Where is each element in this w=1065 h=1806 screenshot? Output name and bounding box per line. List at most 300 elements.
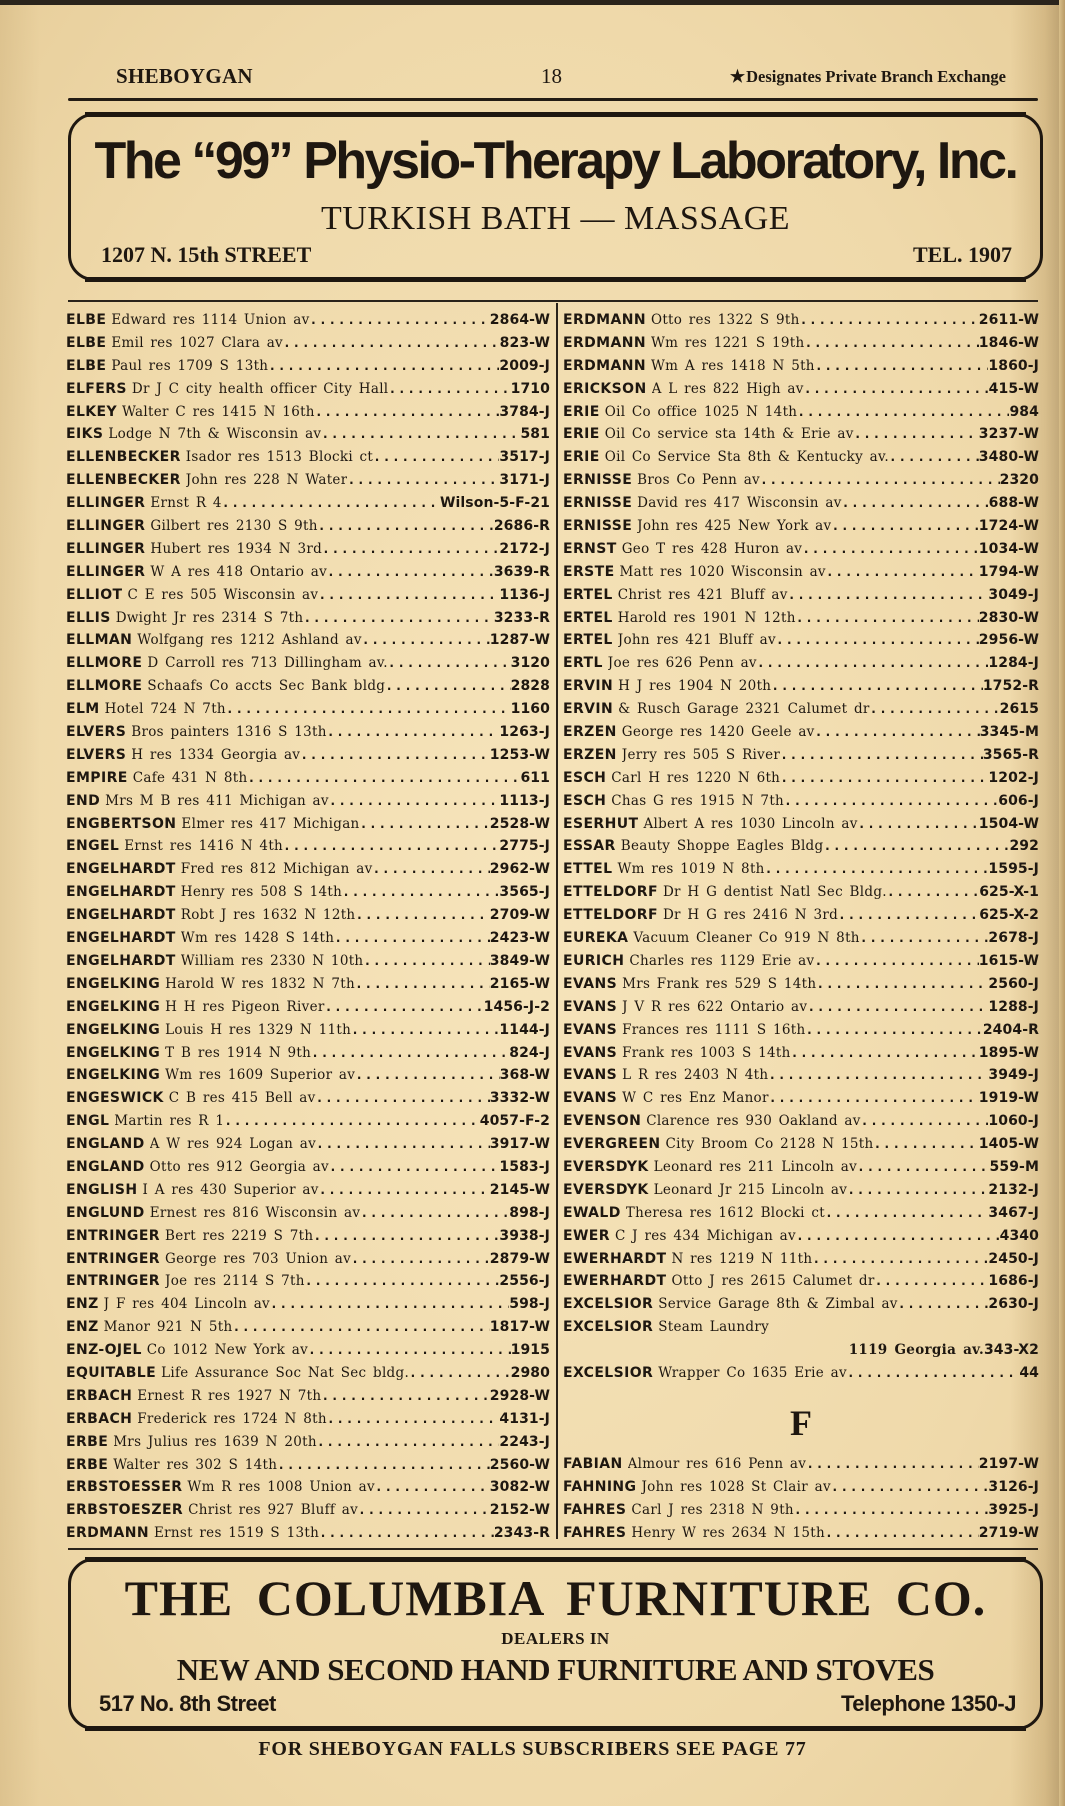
dot-leader (800, 310, 979, 333)
listing-entry (563, 675, 1039, 698)
entry-surname: ERBE (66, 1456, 109, 1473)
entry-details: Jerry res 505 S River (621, 746, 781, 763)
listing-entry (563, 904, 1039, 927)
entry-details: Lodge N 7th & Wisconsin av (108, 426, 322, 443)
entry-surname: ERTL (563, 655, 603, 672)
listing-entry (563, 1202, 1039, 1225)
entry-phone: 3120 (510, 655, 550, 672)
entry-phone: 1288-J (988, 998, 1039, 1015)
listing-entry (563, 1042, 1039, 1065)
listing-entry (66, 1019, 550, 1042)
entry-details: Otto res 912 Georgia av (149, 1158, 329, 1175)
entry-surname: EQUITABLE (66, 1364, 157, 1381)
entry-details: Otto J res 2615 Calumet dr (671, 1273, 875, 1290)
dot-leader (796, 1226, 1000, 1249)
entry-details: Mrs Julius res 1639 N 20th (113, 1433, 317, 1450)
dot-leader (325, 997, 484, 1020)
entry-phone: 2152-W (489, 1502, 550, 1519)
entry-phone: 2630-J (988, 1296, 1039, 1313)
listing-entry (66, 607, 550, 630)
entry-surname: ENZ-OJEL (66, 1342, 142, 1359)
entry-phone: 3517-J (499, 449, 550, 466)
dot-leader (283, 333, 500, 356)
entry-details: Oil Co service sta 14th & Erie av (604, 426, 854, 443)
entry-phone: 2197-W (978, 1455, 1039, 1472)
entry-details: C B res 415 Bell av (168, 1090, 316, 1107)
entry-phone: Wilson-5-F-21 (439, 495, 550, 512)
entry-details: Walter C res 1415 N 16th (122, 403, 315, 420)
listing-entry (563, 538, 1039, 561)
entry-surname: ENGELHARDT (66, 861, 176, 878)
entry-details: David res 417 Wisconsin av (637, 495, 842, 512)
entry-phone: 1895-W (978, 1044, 1039, 1061)
listing-entry (66, 1156, 550, 1179)
dot-leader (861, 1111, 989, 1134)
dot-leader (816, 974, 988, 997)
dot-leader (373, 447, 499, 470)
entry-details: Theresa res 1612 Blocki ct (625, 1204, 825, 1221)
running-header (116, 64, 1006, 90)
entry-surname: EVANS (563, 1044, 618, 1061)
entry-surname: EURICH (563, 952, 625, 969)
entry-phone: 2962-W (489, 861, 550, 878)
listing-entry (563, 515, 1039, 538)
entry-surname: ELLINGER (66, 540, 146, 557)
entry-details: Geo T res 428 Huron av (621, 540, 803, 557)
listing-entry (563, 813, 1039, 836)
entry-details: Dr J C city health officer City Hall (131, 380, 389, 397)
entry-details: H H res Pigeon River (165, 998, 325, 1015)
dot-leader (316, 1088, 490, 1111)
entry-details: Oil Co office 1025 N 14th (604, 403, 798, 420)
entry-details: Frances res 1111 S 16th (622, 1021, 806, 1038)
entry-phone: 1287-W (489, 632, 550, 649)
entry-details: Carl J res 2318 N 9th (631, 1501, 794, 1518)
listing-entry (66, 1316, 550, 1339)
dot-leader (815, 356, 989, 379)
listing-entry (563, 446, 1039, 469)
listing-entry (563, 950, 1039, 973)
dot-leader (780, 768, 988, 791)
listing-entry (66, 309, 550, 332)
dot-leader (319, 1180, 490, 1203)
entry-details: Ernst res 1519 S 13th (153, 1525, 320, 1542)
entry-phone: 44 (1019, 1364, 1039, 1381)
entry-details: Wm res 1428 S 14th (180, 930, 335, 947)
dot-leader (222, 493, 440, 516)
entry-details: Martin res R 1 (114, 1113, 225, 1130)
entry-details: Wm res 1019 N 8th (617, 861, 765, 878)
entry-surname: ERDMANN (563, 334, 646, 351)
listing-entry (66, 1454, 550, 1477)
entry-surname: ELLMORE (66, 655, 143, 672)
entry-phone: 292 (1009, 838, 1039, 855)
entry-phone: 984 (1009, 403, 1039, 420)
listing-entry (563, 1019, 1039, 1042)
entry-phone: 2343-R (493, 1525, 550, 1542)
listing-entry (66, 1202, 550, 1225)
listing-entry (66, 790, 550, 813)
entry-surname: ENTRINGER (66, 1227, 160, 1244)
entry-surname: ELKEY (66, 403, 118, 420)
entry-phone: 4340 (999, 1227, 1039, 1244)
entry-phone: 2556-J (499, 1273, 550, 1290)
entry-surname: EWALD (563, 1204, 621, 1221)
entry-surname: ERDMANN (563, 312, 646, 328)
entry-details: C J res 434 Michigan av (614, 1227, 796, 1244)
dot-leader (329, 1157, 499, 1180)
listing-entry (66, 469, 550, 492)
entry-surname: ENGELKING (66, 1044, 161, 1061)
entry-surname: ELBE (66, 312, 107, 328)
dot-leader (812, 1249, 988, 1272)
entry-phone: 1456-J-2 (483, 998, 550, 1015)
header-city: SHEBOYGAN (116, 64, 253, 88)
dot-leader (316, 1134, 490, 1157)
entry-details: Clarence res 930 Oakland av (646, 1113, 861, 1130)
listing-entry (66, 767, 550, 790)
dot-leader (804, 379, 989, 402)
dot-leader (768, 1065, 988, 1088)
dot-leader (277, 1455, 490, 1478)
entry-surname: FAHRES (563, 1524, 627, 1541)
dot-leader (318, 516, 494, 539)
entry-surname: EVERSDYK (563, 1181, 649, 1198)
listing-entry (563, 1248, 1039, 1271)
listing-entry (66, 561, 550, 584)
listing-entry (563, 401, 1039, 424)
ad-product-line: NEW AND SECOND HAND FURNITURE AND STOVES (176, 1652, 935, 1687)
dot-leader (842, 493, 989, 516)
entry-surname: ERTEL (563, 632, 613, 649)
listing-entry (66, 401, 550, 424)
entry-surname: ENZ (66, 1296, 99, 1313)
entry-phone: 3345-M (979, 724, 1039, 741)
listing-entry (66, 584, 550, 607)
entry-surname: EXCELSIOR (563, 1319, 654, 1336)
entry-details: H res 1334 Georgia av (131, 746, 301, 763)
entry-details: Harold res 1901 N 12th (617, 609, 796, 626)
entry-details: H J res 1904 N 20th (618, 678, 772, 695)
entry-details: A L res 822 High av (651, 380, 804, 397)
dot-leader (760, 470, 1000, 493)
entry-details: Henry W res 2634 N 15th (631, 1524, 825, 1541)
entry-details: Vacuum Cleaner Co 919 N 8th (633, 930, 860, 947)
entry-phone: 3082-W (489, 1479, 550, 1496)
listing-entry (66, 538, 550, 561)
dot-leader (300, 745, 490, 768)
entry-phone: 3917-W (489, 1136, 550, 1153)
dot-leader (791, 1043, 979, 1066)
entry-phone: 2560-J (988, 975, 1039, 992)
entry-details: Joe res 626 Penn av (607, 655, 757, 672)
entry-surname: END (66, 792, 101, 809)
entry-surname: EWERHARDT (563, 1250, 667, 1267)
entry-phone: 3784-J (499, 403, 550, 420)
dot-leader (794, 1500, 988, 1523)
dot-leader (327, 1409, 500, 1432)
entry-details: I A res 430 Superior av (142, 1181, 319, 1198)
dot-leader (887, 882, 979, 905)
dot-leader (870, 699, 1000, 722)
entry-details: T B res 1914 N 9th (165, 1044, 312, 1061)
dot-leader (327, 562, 494, 585)
entry-details: Wolfgang res 1212 Ashland av (137, 632, 362, 649)
listing-entry (66, 1042, 550, 1065)
entry-surname: ENGL (66, 1113, 110, 1130)
entry-surname: ELM (66, 701, 100, 718)
header-legend (730, 67, 1006, 87)
listing-entry (66, 332, 550, 355)
dot-leader (873, 1134, 978, 1157)
dot-leader (322, 539, 499, 562)
dot-leader (847, 1363, 1019, 1386)
entry-phone: 1113-J (499, 792, 550, 809)
entry-details: Wm R res 1008 Union av (187, 1479, 375, 1496)
entry-phone: 1060-J (988, 1113, 1039, 1130)
entry-surname: ERTEL (563, 586, 613, 603)
listing-entry (66, 904, 550, 927)
listing-entry (66, 1431, 550, 1454)
entry-phone: 2879-W (489, 1250, 550, 1267)
entry-surname: ERNISSE (563, 518, 633, 535)
entry-phone: 3126-J (988, 1478, 1039, 1495)
entry-phone: 1595-J (988, 861, 1039, 878)
entry-surname: ELFERS (66, 380, 127, 397)
entry-surname: ERIE (563, 426, 600, 443)
column-divider (556, 303, 558, 1539)
entry-phone: 2980 (510, 1364, 550, 1381)
entry-details: Gilbert res 2130 S 9th (150, 518, 318, 535)
dot-leader (342, 882, 499, 905)
entry-surname: EVENSON (563, 1113, 642, 1130)
entry-details: Service Garage 8th & Zimbal av (658, 1296, 898, 1313)
dot-leader (385, 676, 510, 699)
entry-phone: 2243-J (499, 1433, 550, 1450)
dot-leader (847, 1180, 988, 1203)
dot-leader (375, 1477, 490, 1500)
entry-details: Fred res 812 Michigan av (180, 861, 373, 878)
entry-phone: 1915 (510, 1342, 550, 1359)
listing-entry (563, 355, 1039, 378)
entry-details: Edward res 1114 Union av (111, 312, 310, 328)
entry-surname: ELBE (66, 357, 107, 374)
entry-surname: EVANS (563, 1021, 618, 1038)
entry-surname: ENGELHARDT (66, 907, 176, 924)
listing-entry (66, 423, 550, 446)
entry-details: John res 425 New York av (637, 518, 832, 535)
dot-leader (831, 1477, 989, 1500)
listing-entry (563, 332, 1039, 355)
entry-surname: ENGLAND (66, 1158, 145, 1175)
entry-surname: ENGELKING (66, 1021, 161, 1038)
listing-entry (66, 675, 550, 698)
entry-surname: ENGLAND (66, 1136, 145, 1153)
listing-entry (66, 1408, 550, 1431)
dot-leader (373, 859, 490, 882)
listing-entry (563, 629, 1039, 652)
dot-leader (360, 814, 490, 837)
listing-entry (66, 1270, 550, 1293)
entry-surname: EXCELSIOR (563, 1296, 654, 1313)
entry-phone: 3565-J (499, 884, 550, 901)
dot-leader (321, 1386, 489, 1409)
dot-leader (315, 402, 500, 425)
listing-entry (563, 1225, 1039, 1248)
listing-entry (66, 813, 550, 836)
listing-entry (563, 1476, 1039, 1499)
dot-leader (797, 402, 1009, 425)
entry-phone: 1034-W (978, 540, 1039, 557)
entry-details: L R res 2403 N 4th (622, 1067, 769, 1084)
entry-surname: ENGELHARDT (66, 930, 176, 947)
entry-details: William res 2330 N 10th (180, 952, 364, 969)
entry-phone: 1919-W (978, 1090, 1039, 1107)
entry-surname: ENGELKING (66, 975, 161, 992)
dot-leader (305, 1271, 500, 1294)
entry-details: Wm res 1609 Superior av (165, 1067, 356, 1084)
dot-leader (815, 722, 980, 745)
dot-leader (270, 1294, 509, 1317)
entry-surname: ERIE (563, 449, 600, 466)
entry-phone: 2828 (510, 678, 550, 695)
entry-phone: 611 (520, 769, 550, 786)
dot-leader (796, 608, 979, 631)
dot-leader (823, 836, 1009, 859)
entry-surname: ENGBERTSON (66, 815, 177, 832)
listing-entry-continuation (563, 1339, 1039, 1362)
entry-details: Leonard res 211 Lincoln av (653, 1158, 858, 1175)
entry-details: Frank res 1003 S 14th (622, 1044, 791, 1061)
dot-leader (334, 928, 490, 951)
dot-leader (838, 905, 979, 928)
entry-details: J V R res 622 Ontario av (622, 998, 808, 1015)
entry-phone: 823-W (499, 334, 550, 351)
listing-column-right (563, 309, 1039, 1544)
entry-phone: 581 (520, 426, 550, 443)
dot-leader (355, 905, 489, 928)
entry-details: C E res 505 Wisconsin av (127, 586, 319, 603)
listing-entry (563, 973, 1039, 996)
dot-leader (313, 1226, 499, 1249)
entry-surname: ELLMORE (66, 678, 143, 695)
entry-phone: 3171-J (499, 472, 550, 489)
entry-phone: 3480-W (978, 449, 1039, 466)
entry-phone: 1846-W (978, 334, 1039, 351)
entry-phone: 1405-W (978, 1136, 1039, 1153)
entry-surname: ERNISSE (563, 472, 633, 489)
entry-details: Almour res 616 Penn av (627, 1455, 807, 1472)
listing-entry (66, 1087, 550, 1110)
entry-phone: 2686-R (493, 518, 550, 535)
entry-surname: FAHRES (563, 1501, 627, 1518)
entry-surname: ELLIS (66, 609, 111, 626)
dot-leader (765, 859, 989, 882)
dot-leader (388, 653, 511, 676)
entry-details: Isador res 1513 Blocki ct (185, 449, 374, 466)
entry-details: Life Assurance Soc Nat Sec bldg. (161, 1364, 410, 1381)
listing-entry (66, 1385, 550, 1408)
entry-details: George res 703 Union av (164, 1250, 352, 1267)
entry-details: Elmer res 417 Michigan (181, 815, 360, 832)
entry-details: W A res 418 Ontario av (150, 563, 328, 580)
entry-phone: 2528-W (489, 815, 550, 832)
dot-leader (308, 1340, 511, 1363)
entry-surname: ENGEL (66, 838, 120, 855)
entry-surname: ENGLUND (66, 1204, 145, 1221)
dot-leader (757, 653, 989, 676)
entry-phone: 559-M (989, 1158, 1039, 1175)
entry-surname: EVANS (563, 998, 618, 1015)
dot-leader (351, 1249, 490, 1272)
entry-phone: 3565-R (982, 746, 1039, 763)
listing-entry (563, 1133, 1039, 1156)
page-binding-edge (1059, 0, 1065, 1806)
ad-telephone: TEL. 1907 (912, 242, 1012, 267)
ad-title: The “99” Physio-Therapy Laboratory, Inc. (94, 132, 1017, 190)
entry-details: Ernest res 816 Wisconsin av (149, 1204, 361, 1221)
listing-entry (563, 1270, 1039, 1293)
listing-entry (563, 652, 1039, 675)
listing-entry (563, 1499, 1039, 1522)
entry-surname: ENGLISH (66, 1181, 138, 1198)
listing-entry (563, 1156, 1039, 1179)
entry-phone: 3332-W (489, 1090, 550, 1107)
entry-surname: EXCELSIOR (563, 1364, 654, 1381)
listing-entry (66, 1225, 550, 1248)
entry-surname: ELLENBECKER (66, 472, 181, 489)
entry-details: Oil Co Service Sta 8th & Kentucky av. (604, 449, 889, 466)
entry-phone: 1817-W (489, 1319, 550, 1336)
entry-surname: ERZEN (563, 746, 617, 763)
dot-leader (858, 814, 979, 837)
entry-surname: ESCH (563, 769, 607, 786)
entry-surname: EWER (563, 1227, 610, 1244)
entry-phone: 1253-W (489, 746, 550, 763)
entry-phone: 2956-W (978, 632, 1039, 649)
listing-column-left (66, 309, 550, 1545)
entry-phone: 1860-J (988, 357, 1039, 374)
entry-phone: 2009-J (499, 357, 550, 374)
entry-details: Chas G res 1915 N 7th (611, 792, 785, 809)
entry-surname: ESERHUT (563, 815, 639, 832)
entry-details: Mrs Frank res 529 S 14th (622, 975, 817, 992)
entry-surname: ERVIN (563, 701, 614, 718)
entry-details: Dwight Jr res 2314 S 7th (115, 609, 304, 626)
listing-entry (563, 423, 1039, 446)
entry-phone: 598-J (509, 1296, 550, 1313)
entry-phone: 2928-W (489, 1387, 550, 1404)
listing-entry (66, 1522, 550, 1545)
listing-entry (66, 881, 550, 904)
entry-details: Christ res 927 Bluff av (188, 1502, 359, 1519)
listing-entry (563, 1110, 1039, 1133)
entry-details: Mrs M B res 411 Michigan av (105, 792, 329, 809)
entry-details: Beauty Shoppe Eagles Bldg (620, 838, 824, 855)
listing-entry (563, 1453, 1039, 1476)
entry-phone: 1284-J (988, 655, 1039, 672)
entry-surname: ELLINGER (66, 518, 146, 535)
entry-details: Dr H G res 2416 N 3rd (662, 907, 839, 924)
dot-leader (409, 1363, 511, 1386)
listing-entry (66, 492, 550, 515)
dot-leader (784, 791, 998, 814)
listing-bottom-rule (68, 1548, 1038, 1550)
entry-surname: ERSTE (563, 563, 615, 580)
listing-top-rule (68, 300, 1038, 302)
entry-phone: 2132-J (988, 1181, 1039, 1198)
entry-phone: 1136-J (499, 586, 550, 603)
